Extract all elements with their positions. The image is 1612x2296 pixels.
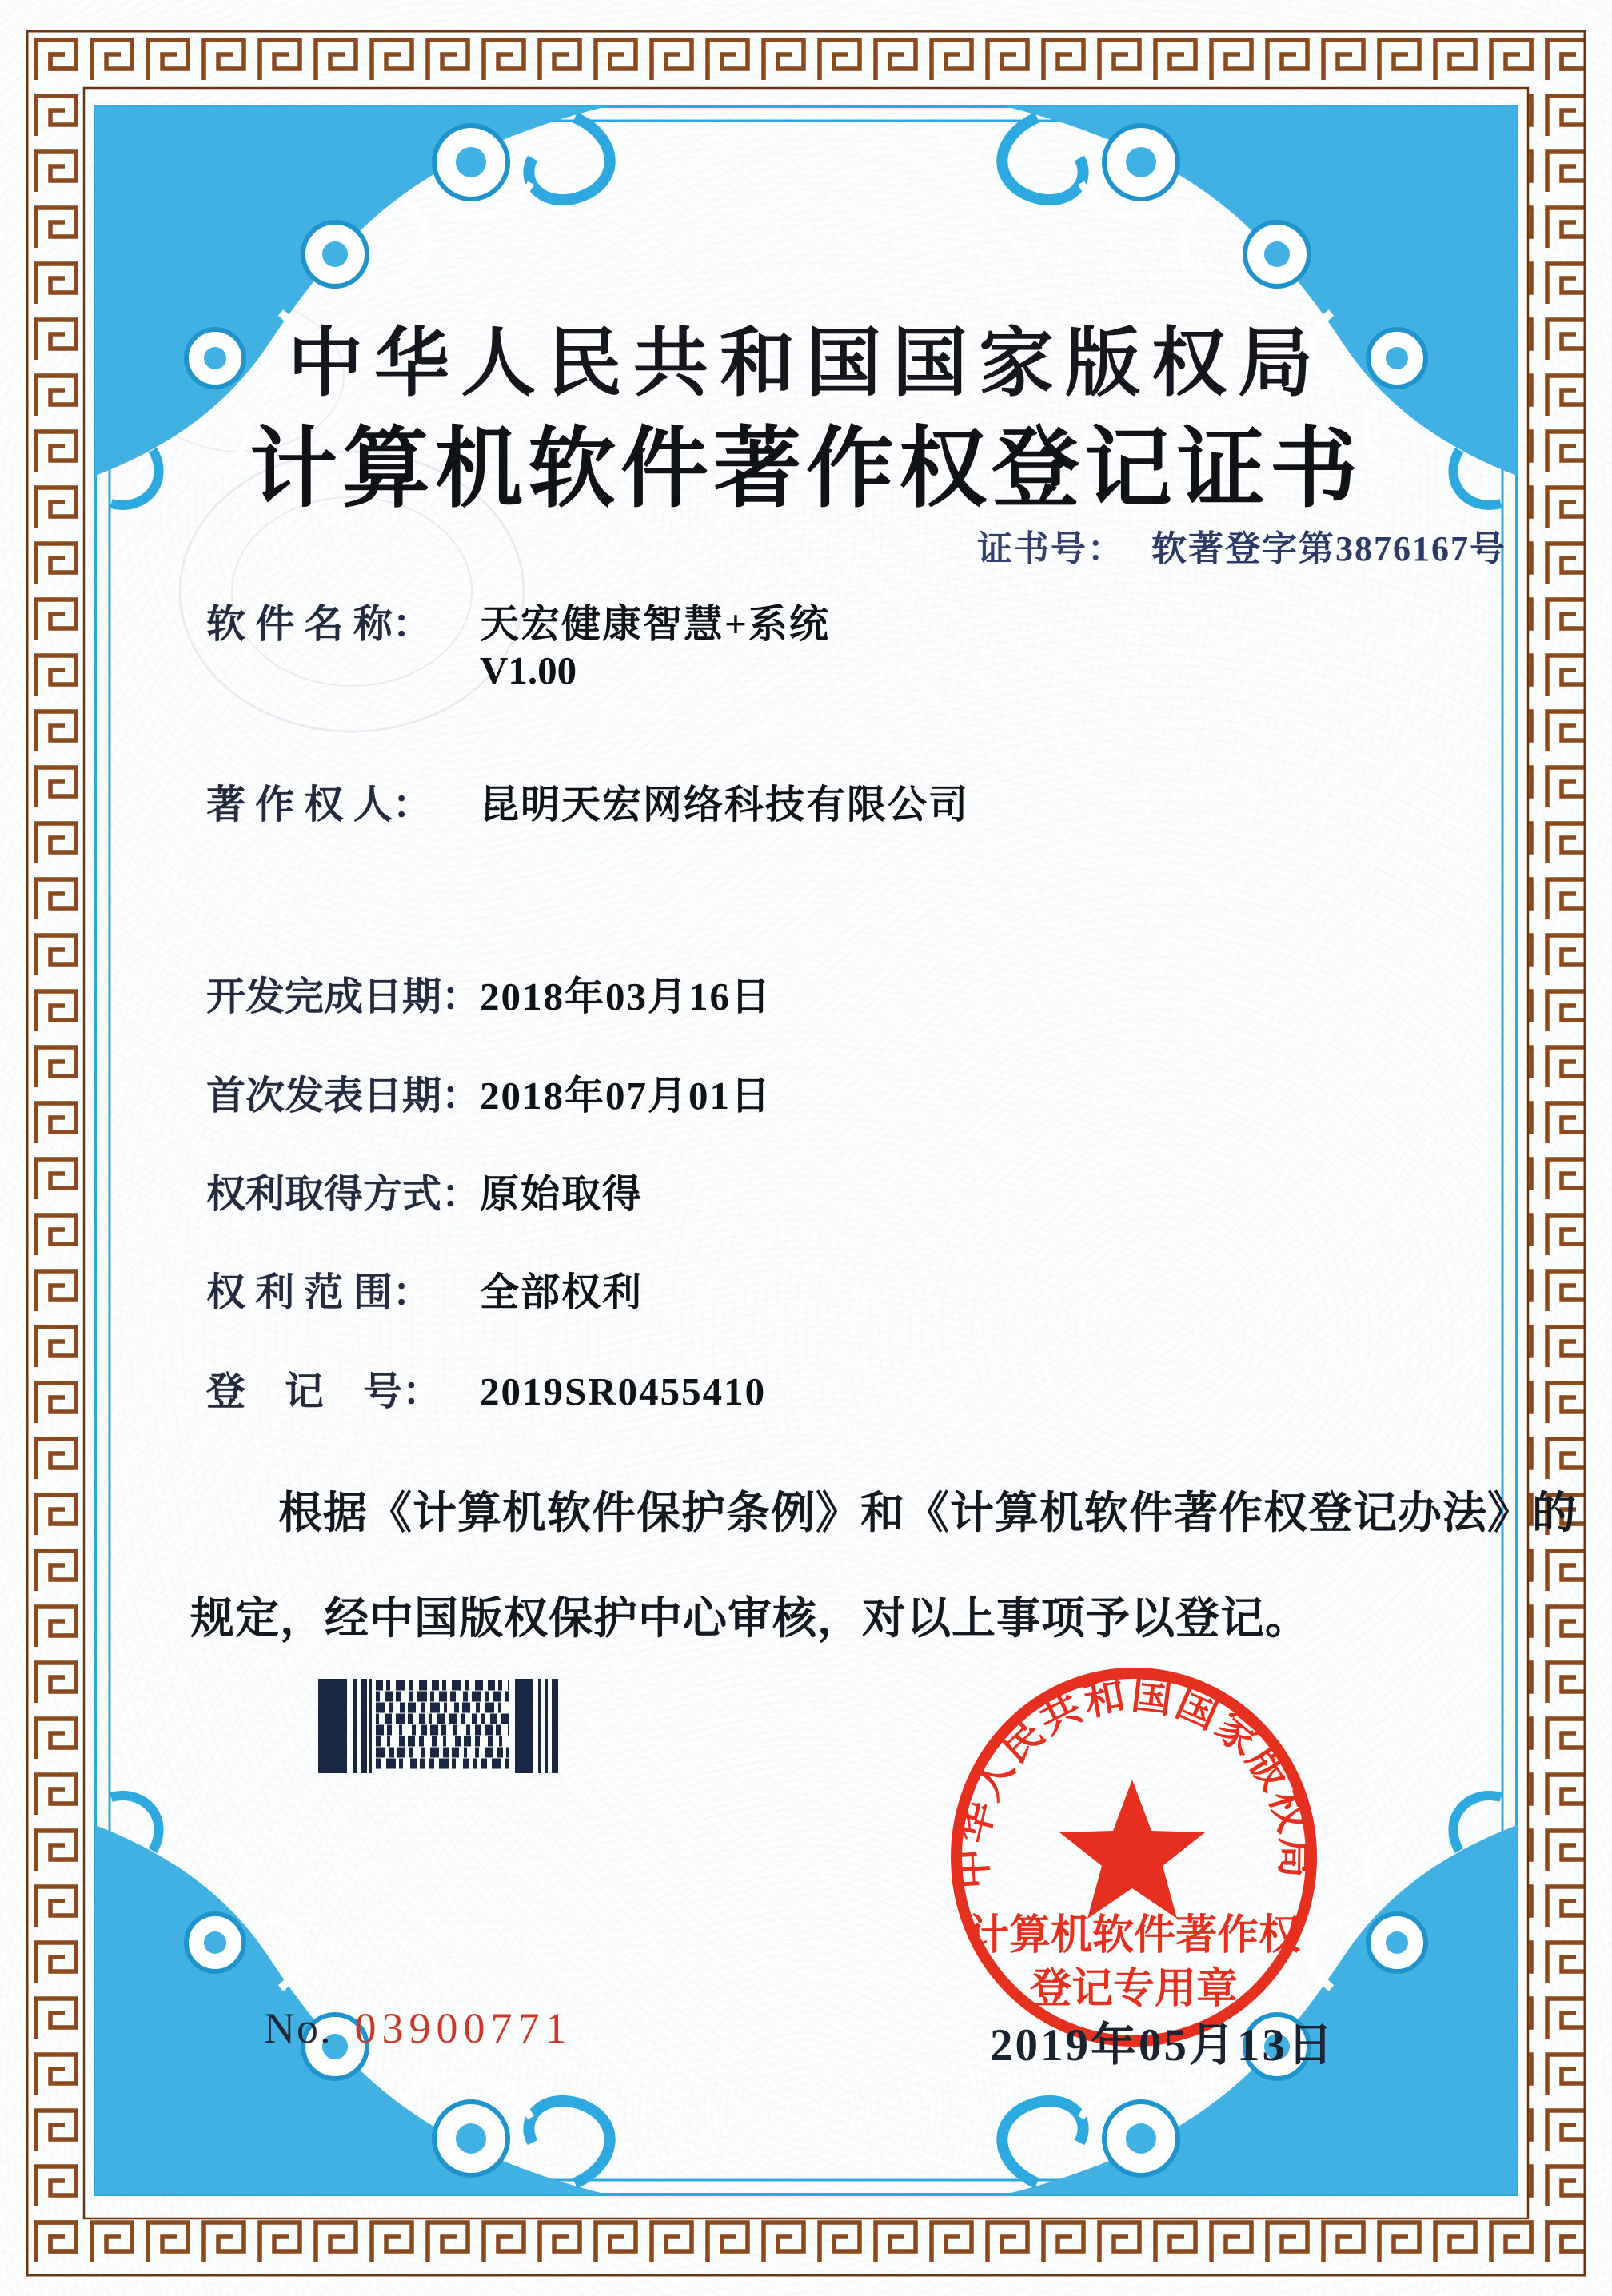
serial-number-value: 03900771 [354,2004,573,2052]
field-value: 天宏健康智慧+系统 [480,602,830,646]
field-value: 全部权利 [480,1270,644,1314]
field-value: 2019SR0455410 [480,1369,767,1413]
body-paragraph-line-2: 规定，经中国版权保护中心审核，对以上事项予以登记。 [190,1594,1311,1643]
certificate-number-value: 软著登字第3876167号 [1151,529,1506,568]
field-value: 2018年03月16日 [480,975,772,1018]
field-row-dev-complete-date [206,966,772,1022]
field-value: 原始取得 [480,1172,644,1216]
field-label: 软 件 名 称： [206,602,432,646]
field-row-rights-scope [206,1262,643,1317]
field-label: 权利取得方式： [206,1172,481,1216]
seal-text-line1: 计算机软件著作权 [967,1913,1301,1959]
body-paragraph-line-1: 根据《计算机软件保护条例》和《计算机软件著作权登记办法》的 [278,1489,1578,1537]
serial-number-line [264,2003,573,2053]
field-row-rights-acquisition [206,1163,643,1219]
certificate-number [977,520,1506,571]
barcode-icon [318,1679,558,1773]
field-label: 登 记 号： [206,1369,442,1413]
corner-flourish-bottom-left-icon [95,1796,610,2194]
field-label: 首次发表日期： [206,1074,481,1118]
certificate-title: 计算机软件著作权登记证书 [249,421,1363,518]
field-value: 2018年07月01日 [480,1074,772,1118]
field-row-first-publish-date [206,1065,772,1121]
field-value: 昆明天宏网络科技有限公司 [480,783,970,827]
official-seal [949,1673,1317,2041]
certificate-number-label: 证书号： [977,529,1124,568]
authority-title: 中华人民共和国国家版权局 [287,322,1324,405]
seal-text-line2: 登记专用章 [1029,1967,1239,2012]
field-label: 著 作 权 人： [206,783,432,827]
field-label: 开发完成日期： [206,975,481,1018]
seal-arc-text: 中华人民共和国国家版权局 [949,1672,1318,1891]
software-version: V1.00 [480,648,577,692]
field-row-software-name [206,593,830,649]
field-row-copyright-owner [206,774,969,830]
field-label: 权 利 范 围： [206,1270,432,1314]
seal-date: 2019年05月13日 [990,2020,1335,2071]
field-row-registration-number [206,1361,766,1417]
serial-number-label: No. [264,2004,333,2052]
seal-star-icon [1059,1780,1205,1919]
